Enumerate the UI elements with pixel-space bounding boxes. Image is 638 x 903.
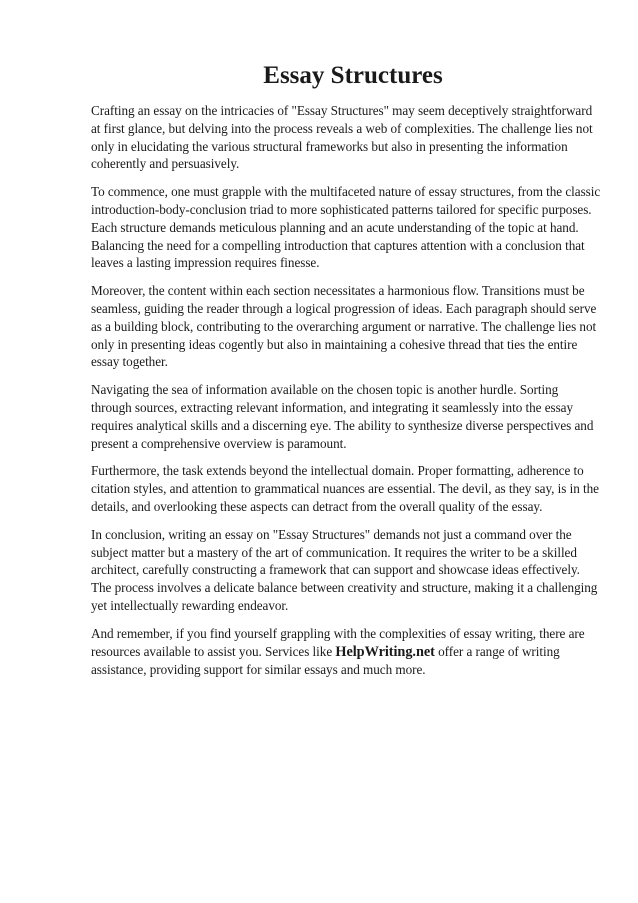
document-page: [91, 60, 601, 689]
paragraph-7: [91, 625, 601, 679]
document-title: Essay Structures: [263, 62, 443, 89]
paragraph-6: In conclusion, writing an essay on "Essay Structures" demands not just a command over the subject matter but a mastery of the art of communication. It requires the writer to be a skilled architect, carefully constructing a framework that can support and showcase ideas effectively. The process involves a delicate balance between creativity and structure, making it a challenging yet intellectually rewarding endeavor.: [91, 526, 598, 613]
paragraph-7-text-after: offer a range of writing assistance, providing support for similar essays and much more.: [91, 643, 560, 678]
paragraph-2: To commence, one must grapple with the multifaceted nature of essay structures, from the classic introduction-body-conclusion triad to more sophisticated patterns tailored for specific purposes. Each structure demands meticulous planning and an acute understanding of the topic at hand. Balancing the need for a compelling introduction that captures attention with a conclusion that leaves a lasting impression requires finesse.: [91, 184, 601, 271]
paragraph-4: Navigating the sea of information available on the chosen topic is another hurdle. Sorting through sources, extracting relevant information, and integrating it seamlessly into the essay requires analytical skills and a discerning eye. The ability to synthesize diverse perspectives and present a comprehensive overview is paramount.: [91, 382, 594, 451]
paragraph-7-text-before: And remember, if you find yourself grappling with the complexities of essay writing, there are resources available to assist you. Services like: [91, 625, 585, 659]
paragraph-3: Moreover, the content within each section necessitates a harmonious flow. Transitions must be seamless, guiding the reader through a logical progression of ideas. Each paragraph should serve as a building block, contributing to the overarching argument or narrative. The challenge lies not only in presenting ideas cogently but also in maintaining a cohesive thread that ties the entire essay together.: [91, 283, 597, 370]
helpwriting-link[interactable]: HelpWriting.net: [335, 643, 435, 660]
paragraph-1: Crafting an essay on the intricacies of "Essay Structures" may seem deceptively straightforward at first glance, but delving into the process reveals a web of complexities. The challenge lies not only in elucidating the various structural frameworks but also in presenting the information coherently and persuasively.: [91, 103, 593, 172]
paragraph-5: Furthermore, the task extends beyond the intellectual domain. Proper formatting, adherence to citation styles, and attention to grammatical nuances are essential. The devil, as they say, is in the details, and overlooking these aspects can detract from the overall quality of the essay.: [91, 463, 599, 514]
